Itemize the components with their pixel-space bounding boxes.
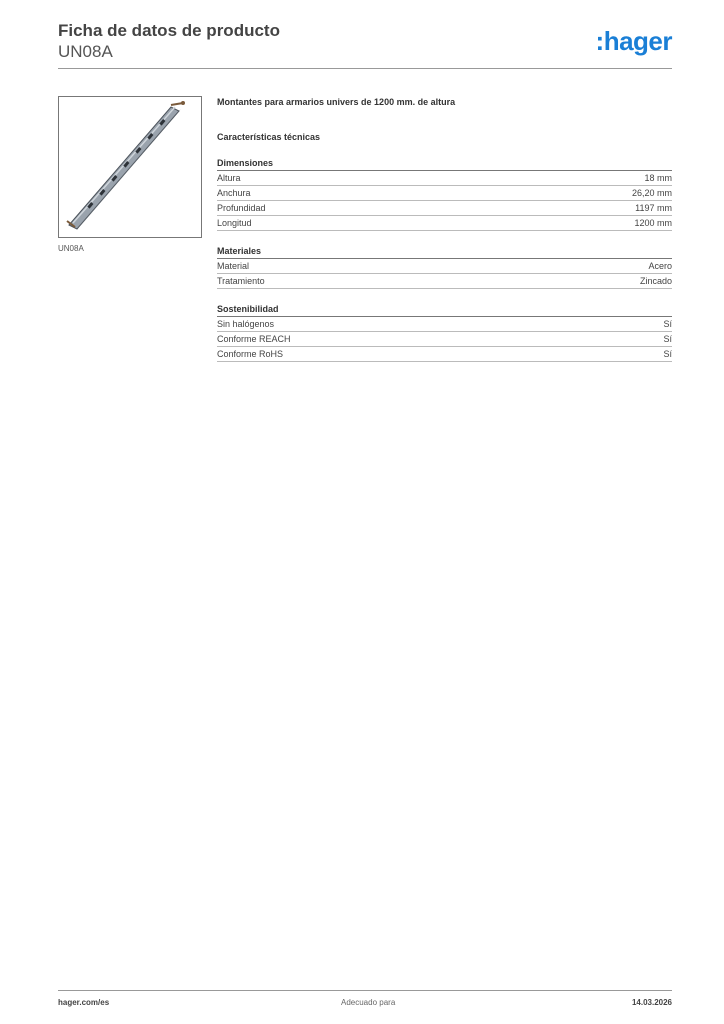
spec-value: 1200 mm	[634, 218, 672, 228]
spec-row	[217, 171, 672, 186]
spec-label: Altura	[217, 173, 241, 183]
spec-label: Profundidad	[217, 203, 266, 213]
spec-row	[217, 201, 672, 216]
spec-label: Longitud	[217, 218, 252, 228]
hager-logo: :hager	[595, 26, 672, 56]
spec-row	[217, 332, 672, 347]
website-link[interactable]: hager.com/es	[58, 998, 110, 1007]
header-divider	[58, 68, 672, 69]
spec-value: 18 mm	[644, 173, 672, 183]
spec-label: Anchura	[217, 188, 251, 198]
spec-row	[217, 216, 672, 231]
section-materials	[217, 245, 672, 289]
spec-value: Zincado	[639, 276, 672, 286]
section-title: Sostenibilidad	[217, 303, 672, 317]
footer-divider	[58, 990, 672, 991]
spec-row	[217, 186, 672, 201]
spec-label: Tratamiento	[217, 276, 265, 286]
section-title: Dimensiones	[217, 157, 672, 171]
page-header	[58, 20, 672, 68]
spec-value: 26,20 mm	[631, 188, 672, 198]
spec-content	[217, 96, 672, 362]
spec-label: Material	[217, 261, 250, 271]
product-code: UN08A	[58, 42, 113, 61]
mounting-rail-illustration	[59, 97, 201, 237]
spec-value: Sí	[663, 334, 672, 344]
spec-row	[217, 317, 672, 332]
spec-label: Conforme REACH	[217, 334, 291, 344]
spec-row	[217, 259, 672, 274]
spec-value: Acero	[648, 261, 672, 271]
spec-row	[217, 347, 672, 362]
spec-value: 1197 mm	[635, 203, 672, 213]
product-description: Montantes para armarios univers de 1200 mm. de altura	[217, 97, 456, 107]
document-date: 14.03.2026	[631, 998, 672, 1007]
section-title: Materiales	[217, 245, 672, 259]
spec-row	[217, 274, 672, 289]
spec-label: Sin halógenos	[217, 319, 275, 329]
footer-suitable-for: Adecuado para	[341, 998, 396, 1007]
spec-label: Conforme RoHS	[217, 349, 284, 359]
product-image	[58, 96, 202, 238]
spec-value: Sí	[663, 349, 672, 359]
image-caption: UN08A	[58, 244, 84, 253]
document-title: Ficha de datos de producto	[58, 21, 280, 40]
section-dimensions	[217, 157, 672, 231]
spec-value: Sí	[663, 319, 672, 329]
technical-characteristics-heading: Características técnicas	[217, 132, 321, 142]
section-sustainability	[217, 303, 672, 362]
